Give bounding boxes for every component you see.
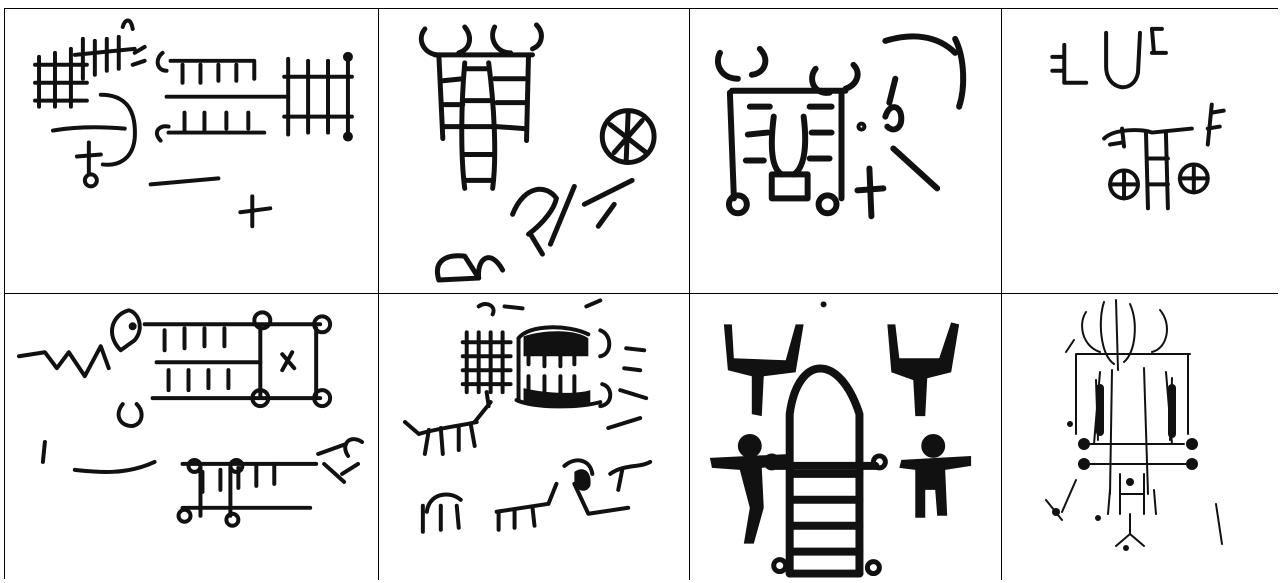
petroglyph-drawing-6 — [379, 294, 689, 580]
petroglyph-drawing-1 — [5, 9, 378, 293]
panel-3 — [690, 9, 1002, 294]
petroglyph-drawing-5 — [5, 294, 378, 580]
panel-6 — [379, 294, 690, 580]
petroglyph-drawing-7 — [690, 294, 1001, 580]
panel-4 — [1002, 9, 1278, 294]
panel-5 — [5, 294, 379, 580]
panel-2 — [379, 9, 690, 294]
panel-1 — [5, 9, 379, 294]
petroglyph-drawing-3 — [690, 9, 1001, 293]
petroglyph-drawing-8 — [1002, 294, 1278, 580]
panel-7 — [690, 294, 1002, 580]
petroglyph-drawing-2 — [379, 9, 689, 293]
petroglyph-drawing-4 — [1002, 9, 1278, 293]
panel-8 — [1002, 294, 1278, 580]
petroglyph-grid — [4, 8, 1278, 579]
